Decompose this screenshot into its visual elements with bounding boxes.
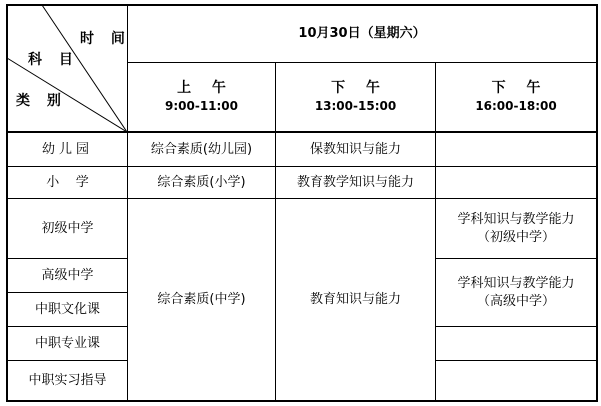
session-am-time: 9:00-11:00 (164, 99, 239, 113)
cell-middle-am: 综合素质(中学) (157, 291, 246, 307)
category-kindergarten: 幼儿园 (41, 141, 93, 157)
session-pm2-label: 下 午 (491, 80, 549, 96)
session-header-am (128, 63, 275, 131)
session-pm1-time: 13:00-15:00 (314, 99, 397, 113)
cell-junior-pm2-line2: （初级中学） (476, 229, 555, 245)
cell-junior-pm2-line1: 学科知识与教学能力 (457, 211, 575, 227)
cell-senior-pm2-line1: 学科知识与教学能力 (457, 275, 575, 291)
corner-category-label: 类 别 (16, 93, 67, 109)
category-junior-middle: 初级中学 (41, 220, 94, 236)
cell-primary-pm1: 教育教学知识与能力 (296, 174, 414, 190)
cell-senior-pm2-line2: （高级中学） (476, 293, 555, 309)
cell-middle-pm1: 教育知识与能力 (309, 291, 401, 307)
session-header-pm2 (436, 63, 596, 131)
category-senior-middle: 高级中学 (41, 267, 94, 283)
cell-primary-am: 综合素质(小学) (157, 174, 246, 190)
category-vocational-culture: 中职文化课 (34, 301, 100, 317)
cell-senior-pm2 (436, 259, 596, 326)
session-pm1-label: 下 午 (331, 80, 388, 96)
session-header-pm1 (276, 63, 435, 131)
date-header: 10月30日（星期六） (298, 25, 426, 41)
corner-subject-label: 科 目 (28, 52, 79, 68)
session-pm2-time: 16:00-18:00 (475, 99, 557, 113)
category-primary: 小 学 (46, 174, 89, 190)
cell-junior-pm2 (436, 199, 596, 258)
category-vocational-internship: 中职实习指导 (28, 372, 107, 388)
category-vocational-professional: 中职专业课 (34, 335, 100, 351)
corner-time-label: 时 间 (80, 31, 131, 47)
session-am-label: 上 午 (177, 80, 234, 96)
cell-kindergarten-am: 综合素质(幼儿园) (150, 141, 253, 157)
cell-kindergarten-pm1: 保教知识与能力 (309, 141, 401, 157)
